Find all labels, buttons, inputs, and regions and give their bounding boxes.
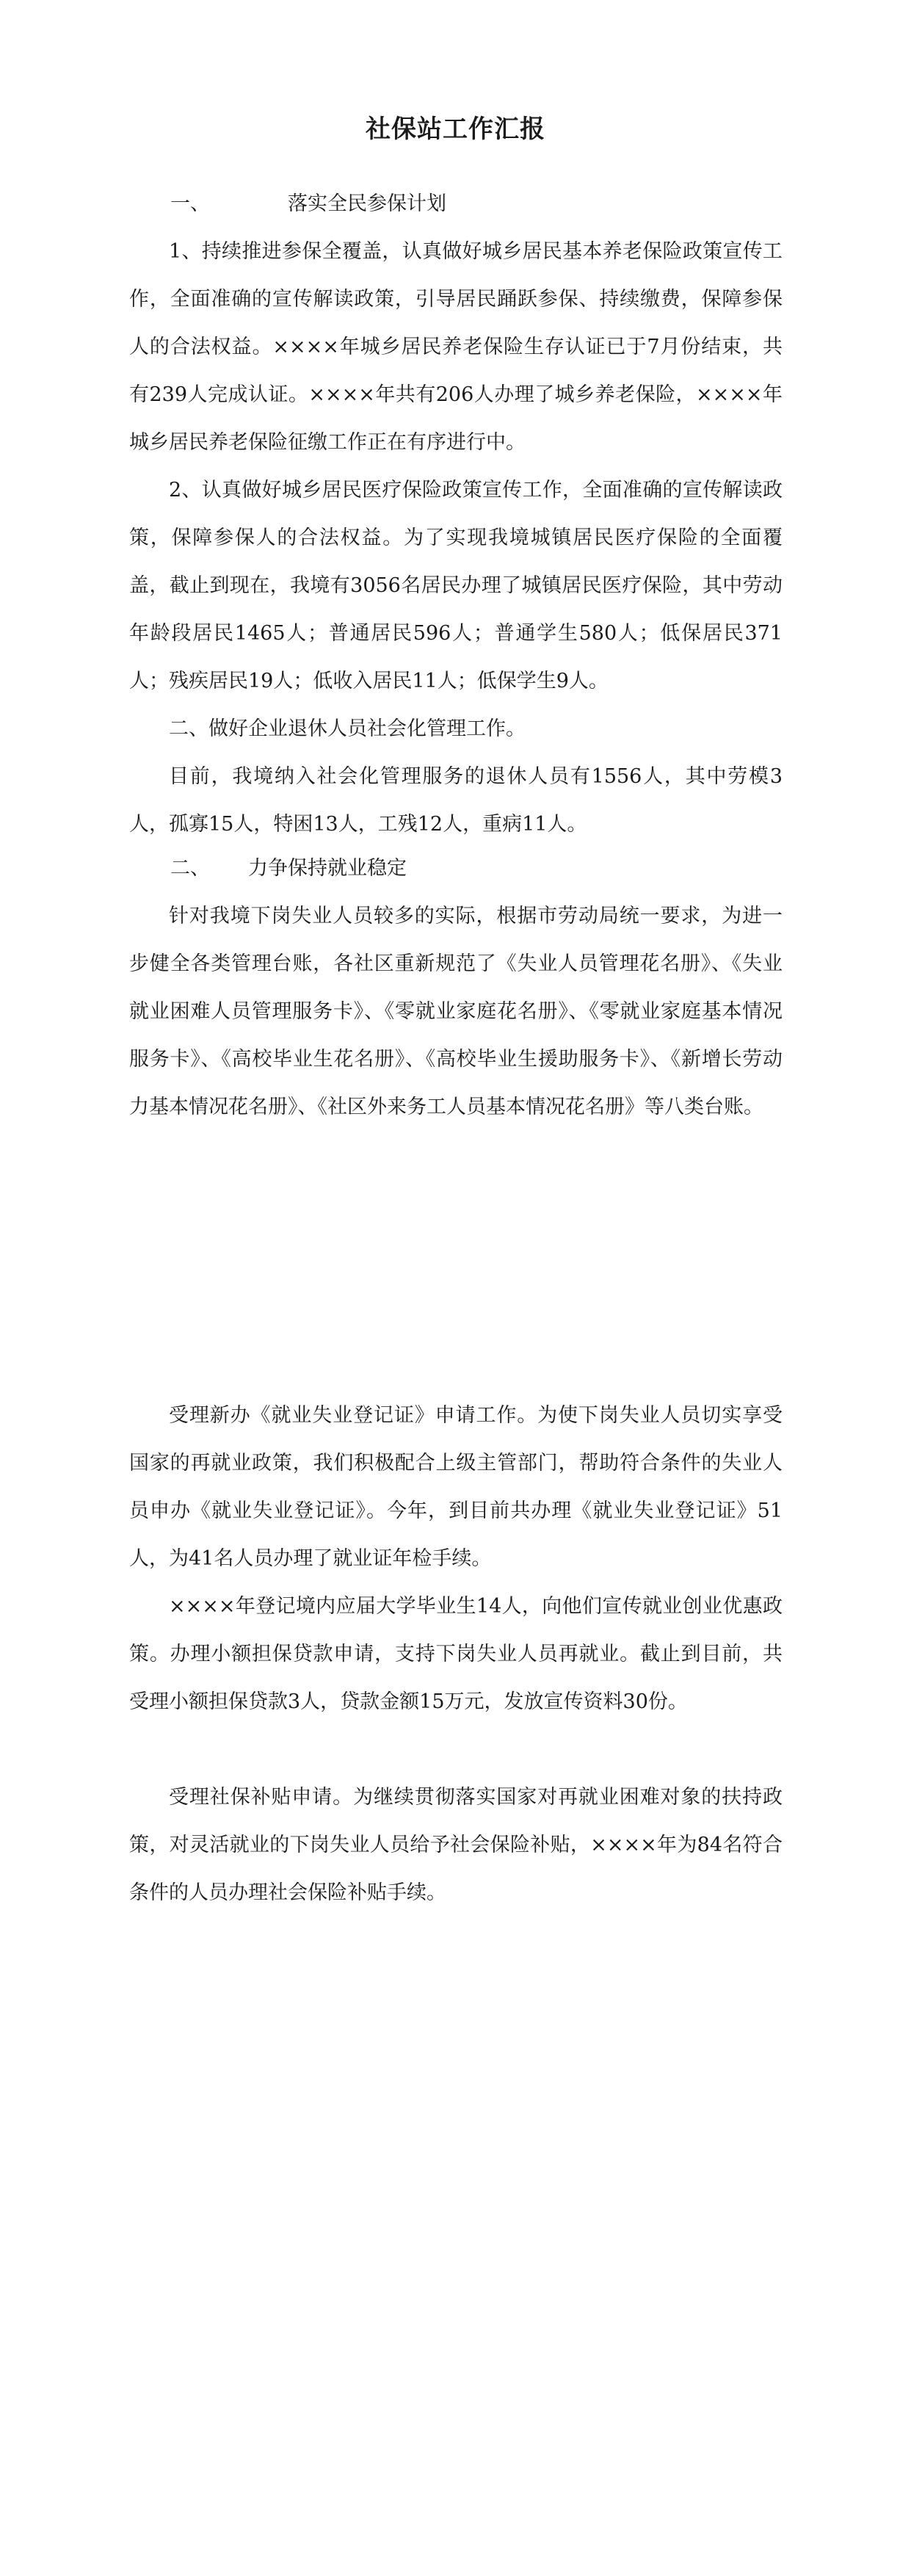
section-2-paragraph-4: 受理社保补贴申请。为继续贯彻落实国家对再就业困难对象的扶持政策，对灵活就业的下岗失业人员给予社会保险补贴，××××年为84名符合条件的人员办理社会保险补贴手续。 [129, 1786, 783, 1904]
section-1-paragraph-2: 2、认真做好城乡居民医疗保险政策宣传工作，全面准确的宣传解读政策，保障参保人的合法权益。为了实现我境城镇居民医疗保险的全面覆盖，截止到现在，我境有3056名居民办理了城镇居民医疗保险，其中劳动年龄段居民1465人；普通居民596人；普通学生580人；低保居民371人；残疾居民19人；低收入居民11人；低保学生9人。 [129, 479, 783, 692]
section-1-number: 一、 [170, 192, 210, 215]
section-2-heading: 力争保持就业稳定 [248, 857, 407, 880]
section-2-paragraph-3: ××××年登记境内应届大学毕业生14人，向他们宣传就业创业优惠政策。办理小额担保贷款申请，支持下岗失业人员再就业。截止到目前，共受理小额担保贷款3人，贷款金额15万元，发放宣传资料30份。 [129, 1595, 783, 1713]
section-1-heading: 落实全民参保计划 [288, 192, 446, 215]
section-1-paragraph-3: 目前，我境纳入社会化管理服务的退休人员有1556人，其中劳模3人，孤寡15人，特困13人，工残12人，重病11人。 [129, 765, 783, 836]
section-2-number: 二、 [170, 857, 210, 880]
section-1-paragraph-1: 1、持续推进参保全覆盖，认真做好城乡居民基本养老保险政策宣传工作，全面准确的宣传解读政策，引导居民踊跃参保、持续缴费，保障参保人的合法权益。××××年城乡居民养老保险生存认证已于7月份结束，共有239人完成认证。××××年共有206人办理了城乡养老保险，××××年城乡居民养老保险征缴工作正在有序进行中。 [129, 240, 783, 454]
section-2-paragraph-2: 受理新办《就业失业登记证》申请工作。为使下岗失业人员切实享受国家的再就业政策，我们积极配合上级主管部门，帮助符合条件的失业人员申办《就业失业登记证》。今年，到目前共办理《就业失业登记证》51人，为41名人员办理了就业证年检手续。 [129, 1404, 783, 1570]
section-1-subheading-2: 二、做好企业退休人员社会化管理工作。 [169, 717, 526, 740]
document-title: 社保站工作汇报 [366, 115, 545, 144]
section-2-paragraph-1: 针对我境下岗失业人员较多的实际，根据市劳动局统一要求，为进一步健全各类管理台账，各社区重新规范了《失业人员管理花名册》、《失业就业困难人员管理服务卡》、《零就业家庭花名册》、《零就业家庭基本情况服务卡》、《高校毕业生花名册》、《高校毕业生援助服务卡》、《新增长劳动力基本情况花名册》、《社区外来务工人员基本情况花名册》等八类台账。 [129, 905, 783, 1118]
